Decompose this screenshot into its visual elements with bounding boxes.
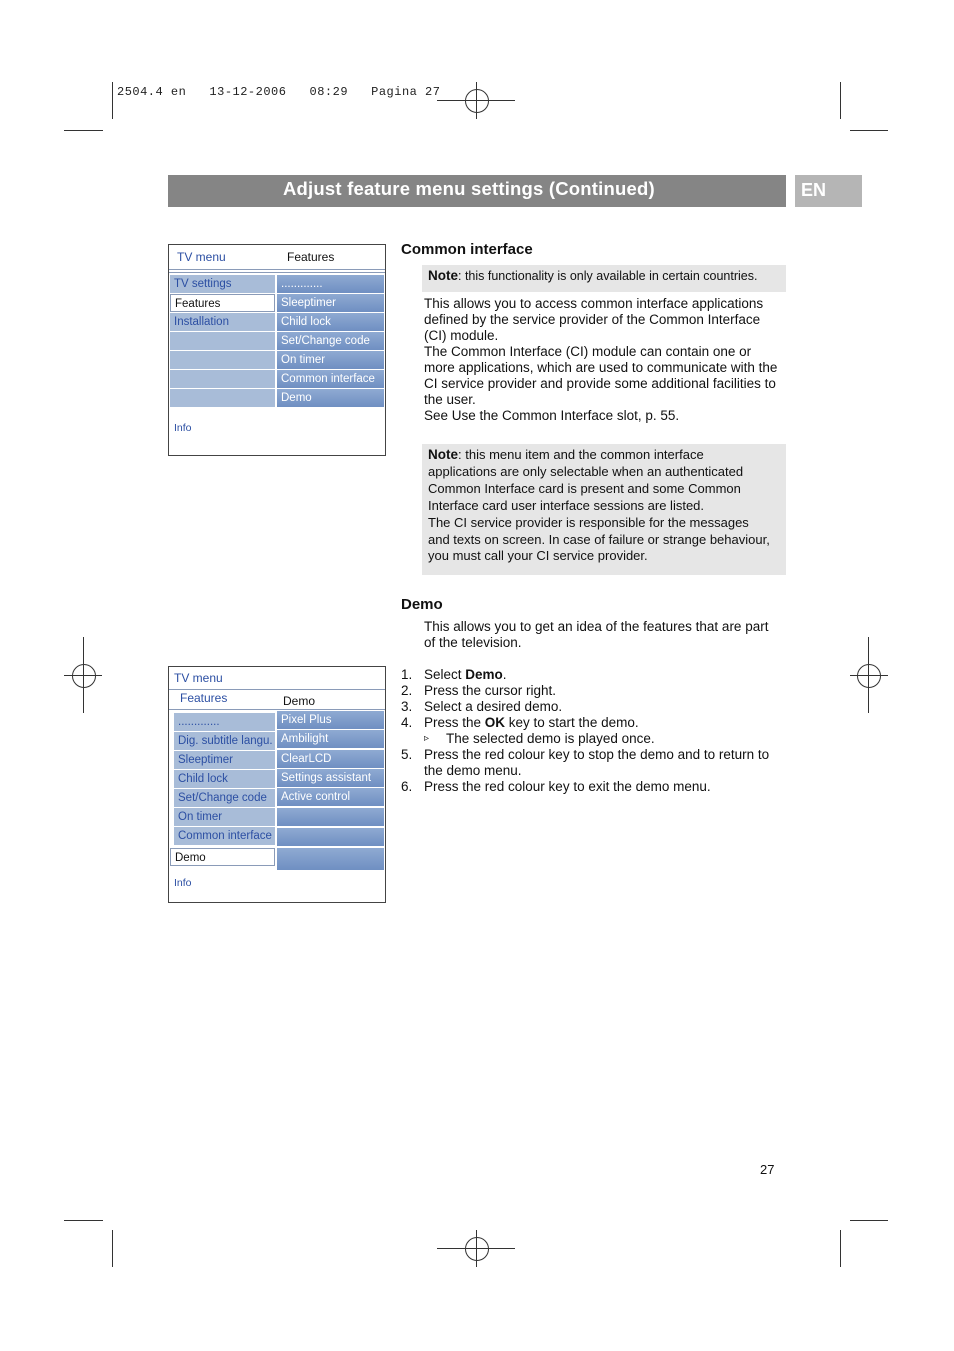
note-body: : this menu item and the common interface	[458, 447, 704, 462]
tv-menu-features	[168, 244, 386, 456]
step-text: Select a desired demo.	[424, 699, 563, 714]
section-heading-common-interface: Common interface	[401, 241, 533, 258]
ci-body-line: defined by the service provider of the Common Interface	[424, 312, 761, 327]
submenu-item-ambilight[interactable]: Ambilight	[277, 730, 384, 748]
menu-item-common-interface[interactable]: Common interface	[174, 827, 275, 845]
menu-item-demo[interactable]: Demo	[170, 848, 275, 866]
submenu-item-empty	[277, 808, 384, 826]
menu-item-empty	[170, 389, 275, 407]
note-box-ci	[422, 444, 786, 575]
note-line	[428, 447, 704, 463]
registration-mark-left	[72, 664, 96, 688]
note-line: The CI service provider is responsible for the messages	[428, 515, 749, 530]
registration-mark-bottom	[465, 1237, 489, 1261]
menu-head-left: TV menu	[177, 250, 226, 264]
menu-item-empty	[170, 351, 275, 369]
demo-intro-line: of the television.	[424, 635, 522, 650]
menu-head-sub: Features	[180, 691, 228, 705]
step-text: Press the cursor right.	[424, 683, 557, 698]
step-text: Press the red colour key to stop the demo and to return to	[424, 747, 770, 762]
menu-info: Info	[174, 422, 192, 434]
note-line: and texts on screen. In case of failure or strange behaviour,	[428, 532, 770, 547]
step-text	[424, 715, 639, 731]
step-text-post: key to start the demo.	[505, 715, 639, 730]
submenu-item-empty	[277, 848, 384, 870]
menu-item-tv-settings[interactable]: TV settings	[170, 275, 275, 293]
step-text-bold: Demo	[465, 667, 503, 682]
step-text-pre: Press the	[424, 715, 485, 730]
menu-item-child-lock[interactable]: Child lock	[174, 770, 275, 788]
step-text-continued: the demo menu.	[424, 763, 522, 778]
page-number: 27	[760, 1162, 775, 1177]
step-sub-text: The selected demo is played once.	[446, 731, 655, 746]
registration-mark-right	[857, 664, 881, 688]
menu-head-right: Demo	[283, 694, 316, 708]
language-label: EN	[801, 180, 827, 200]
submenu-item-empty	[277, 828, 384, 846]
submenu-item-pixel-plus[interactable]: Pixel Plus	[277, 711, 384, 729]
note-body: : this functionality is only available in certain countries.	[458, 269, 758, 283]
note-line: Interface card user interface sessions are listed.	[428, 498, 705, 513]
ci-body-line: CI service provider and provide some additional facilities to	[424, 376, 776, 391]
note-label: Note	[428, 447, 458, 462]
ci-body-line: (CI) module.	[424, 328, 499, 343]
menu-item-dig-subtitle-language[interactable]: Dig. subtitle langu.	[174, 732, 275, 750]
ci-body-line: The Common Interface (CI) module can contain one or	[424, 344, 752, 359]
ci-body-line: See Use the Common Interface slot, p. 55.	[424, 408, 680, 423]
step-text: Press the red colour key to exit the demo menu.	[424, 779, 711, 794]
submenu-item-active-control[interactable]: Active control	[277, 788, 384, 806]
submenu-item-on-timer[interactable]: On timer	[277, 351, 384, 369]
note-text	[428, 268, 757, 284]
tv-menu-demo	[168, 666, 386, 903]
menu-item-set-change-code[interactable]: Set/Change code	[174, 789, 275, 807]
step-number: 4.	[401, 715, 413, 730]
note-label: Note	[428, 268, 458, 283]
menu-head-left: TV menu	[174, 671, 223, 685]
note-line: you must call your CI service provider.	[428, 548, 648, 563]
step-text	[424, 667, 507, 683]
submenu-item-sleeptimer[interactable]: Sleeptimer	[277, 294, 384, 312]
ci-body-line: more applications, which are used to communicate with the	[424, 360, 778, 375]
submenu-item-clearlcd[interactable]: ClearLCD	[277, 750, 384, 768]
submenu-item-settings-assistant[interactable]: Settings assistant	[277, 769, 384, 787]
step-text-pre: Select	[424, 667, 466, 682]
note-box-availability	[422, 265, 786, 292]
title-bar	[168, 175, 786, 207]
menu-item-on-timer[interactable]: On timer	[174, 808, 275, 826]
step-text-post: .	[502, 667, 507, 682]
menu-item-empty	[170, 370, 275, 388]
menu-item-sleeptimer[interactable]: Sleeptimer	[174, 751, 275, 769]
menu-item-features[interactable]: Features	[170, 294, 275, 312]
step-number: 2.	[401, 683, 413, 698]
page-title: Adjust feature menu settings (Continued)	[283, 178, 655, 199]
step-number: 3.	[401, 699, 413, 714]
print-slug: 2504.4 en 13-12-2006 08:29 Pagina 27	[117, 85, 441, 99]
submenu-item-dots[interactable]: .............	[277, 275, 384, 293]
submenu-item-common-interface[interactable]: Common interface	[277, 370, 384, 388]
step-number: 1.	[401, 667, 413, 682]
menu-item-installation[interactable]: Installation	[170, 313, 275, 331]
menu-info: Info	[174, 877, 192, 889]
submenu-item-demo[interactable]: Demo	[277, 389, 384, 407]
menu-item-empty	[170, 332, 275, 350]
demo-intro-line: This allows you to get an idea of the features that are part	[424, 619, 769, 634]
ci-body-line: the user.	[424, 392, 476, 407]
submenu-item-child-lock[interactable]: Child lock	[277, 313, 384, 331]
step-text-bold: OK	[484, 715, 506, 730]
note-line: Common Interface card is present and some Common	[428, 481, 741, 496]
step-sub-marker-icon: ▹	[424, 733, 430, 744]
section-heading-demo: Demo	[401, 596, 443, 613]
menu-head-right: Features	[287, 250, 335, 264]
step-number: 6.	[401, 779, 413, 794]
submenu-item-set-change-code[interactable]: Set/Change code	[277, 332, 384, 350]
registration-mark-top	[465, 89, 489, 113]
language-badge	[795, 175, 862, 207]
note-line: applications are only selectable when an authenticated	[428, 464, 744, 479]
ci-body-line: This allows you to access common interface applications	[424, 296, 764, 311]
menu-item-dots[interactable]: .............	[174, 713, 275, 731]
step-number: 5.	[401, 747, 413, 762]
